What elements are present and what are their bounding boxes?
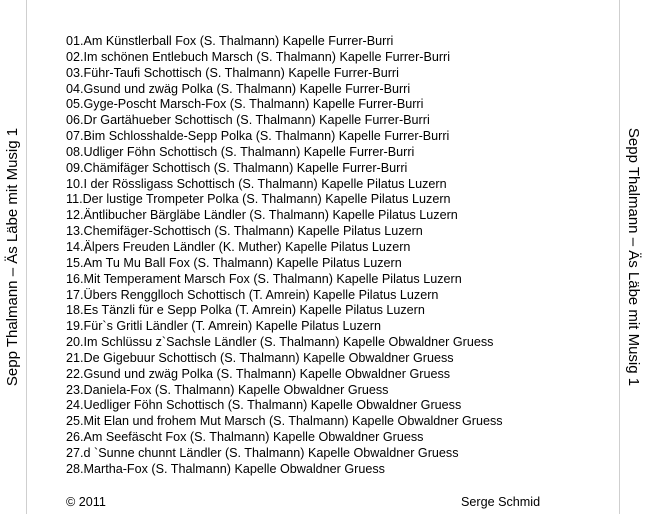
track-item: 08.Udliger Föhn Schottisch (S. Thalmann) Kapelle Furrer-Burri — [66, 144, 415, 159]
track-item: 13.Chemifäger-Schottisch (S. Thalmann) Kapelle Pilatus Luzern — [66, 224, 423, 239]
right-spine-title: Sepp Thalmann – Äs Läbe mit Musig 1 — [625, 127, 642, 387]
track-item: 25.Mit Elan und frohem Mut Marsch (S. Thalmann) Kapelle Obwaldner Gruess — [66, 414, 503, 429]
left-spine — [0, 0, 27, 514]
track-item: 10.I der Rössligass Schottisch (S. Thalmann) Kapelle Pilatus Luzern — [66, 176, 447, 191]
track-item: 18.Es Tänzli für e Sepp Polka (T. Amrein) Kapelle Pilatus Luzern — [66, 303, 425, 318]
track-item: 06.Dr Gartähueber Schottisch (S. Thalmann) Kapelle Furrer-Burri — [66, 113, 430, 128]
track-item: 22.Gsund und zwäg Polka (S. Thalmann) Kapelle Obwaldner Gruess — [66, 366, 451, 381]
copyright-text: © 2011 — [66, 495, 106, 509]
track-item: 05.Gyge-Poscht Marsch-Fox (S. Thalmann) Kapelle Furrer-Burri — [66, 97, 424, 112]
track-item: 14.Älpers Freuden Ländler (K. Muther) Kapelle Pilatus Luzern — [66, 239, 411, 254]
track-item: 26.Am Seefäscht Fox (S. Thalmann) Kapelle Obwaldner Gruess — [66, 430, 424, 445]
track-item: 07.Bim Schlosshalde-Sepp Polka (S. Thalmann) Kapelle Furrer-Burri — [66, 129, 450, 144]
left-spine-title: Sepp Thalmann – Äs Läbe mit Musig 1 — [4, 127, 21, 387]
track-item: 16.Mit Temperament Marsch Fox (S. Thalmann) Kapelle Pilatus Luzern — [66, 271, 462, 286]
track-item: 15.Am Tu Mu Ball Fox (S. Thalmann) Kapelle Pilatus Luzern — [66, 255, 402, 270]
track-item: 20.Im Schlüssu z`Sachsle Ländler (S. Thalmann) Kapelle Obwaldner Gruess — [66, 335, 494, 350]
track-item: 23.Daniela-Fox (S. Thalmann) Kapelle Obwaldner Gruess — [66, 382, 389, 397]
right-spine — [619, 0, 646, 514]
track-item: 01.Am Künstlerball Fox (S. Thalmann) Kapelle Furrer-Burri — [66, 34, 394, 48]
track-item: 09.Chämifäger Schottisch (S. Thalmann) Kapelle Furrer-Burri — [66, 160, 408, 175]
track-item: 28.Martha-Fox (S. Thalmann) Kapelle Obwaldner Gruess — [66, 461, 385, 476]
track-list — [66, 34, 503, 478]
track-item: 27.d `Sunne chunnt Ländler (S. Thalmann) Kapelle Obwaldner Gruess — [66, 445, 459, 460]
track-item: 19.Für`s Gritli Ländler (T. Amrein) Kapelle Pilatus Luzern — [66, 319, 381, 334]
author-text: Serge Schmid — [461, 495, 541, 509]
track-item: 02.Im schönen Entlebuch Marsch (S. Thalmann) Kapelle Furrer-Burri — [66, 49, 451, 64]
track-item: 11.Der lustige Trompeter Polka (S. Thalmann) Kapelle Pilatus Luzern — [66, 192, 451, 207]
track-item: 17.Übers Rengglloch Schottisch (T. Amrein) Kapelle Pilatus Luzern — [66, 287, 439, 302]
track-item: 04.Gsund und zwäg Polka (S. Thalmann) Kapelle Furrer-Burri — [66, 81, 411, 96]
track-item: 03.Führ-Taufi Schottisch (S. Thalmann) Kapelle Furrer-Burri — [66, 65, 399, 80]
track-item: 12.Äntlibucher Bärgläbe Ländler (S. Thalmann) Kapelle Pilatus Luzern — [66, 208, 458, 223]
track-item: 21.De Gigebuur Schottisch (S. Thalmann) Kapelle Obwaldner Gruess — [66, 350, 454, 365]
track-item: 24.Uedliger Föhn Schottisch (S. Thalmann) Kapelle Obwaldner Gruess — [66, 398, 462, 413]
